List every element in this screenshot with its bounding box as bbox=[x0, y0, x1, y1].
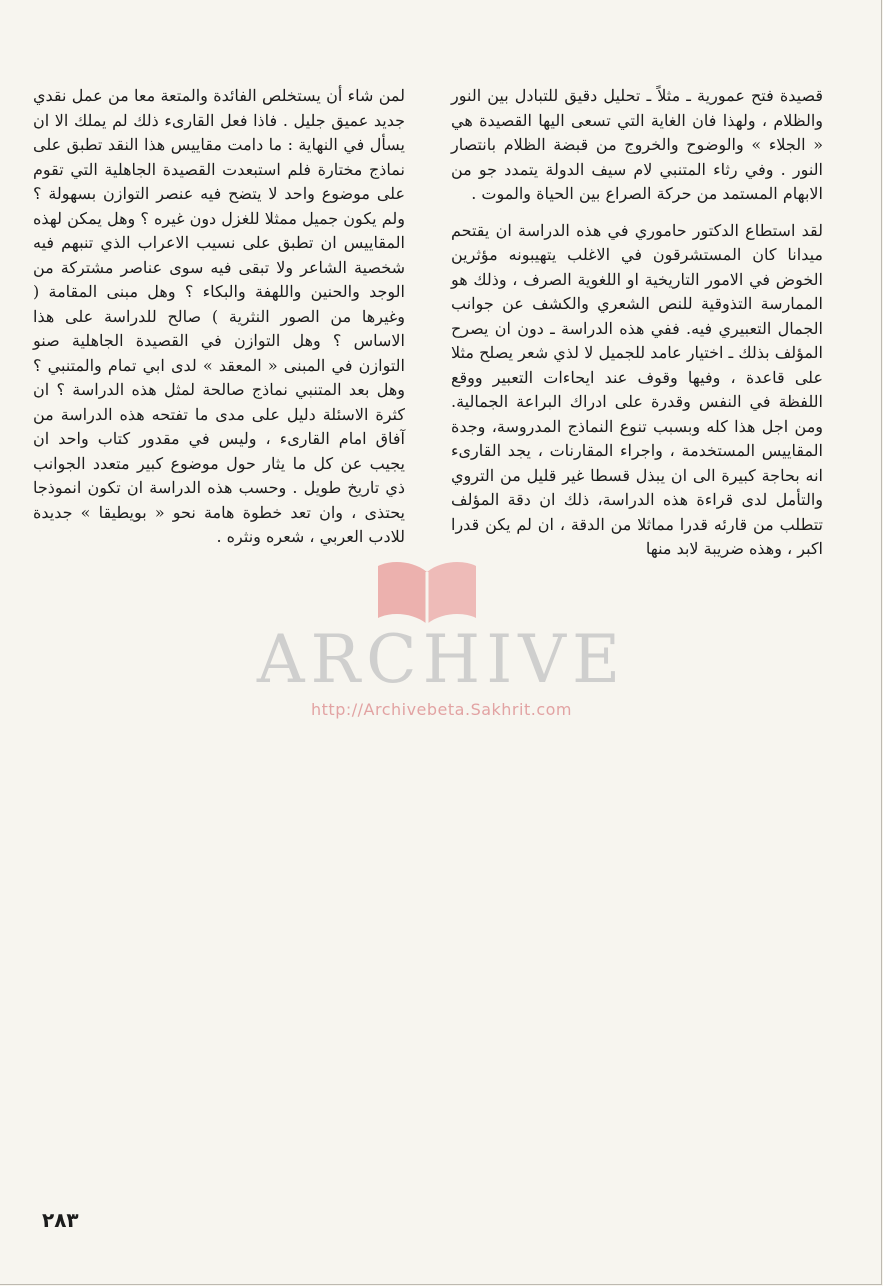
text-column-left bbox=[33, 84, 405, 550]
open-book-logo-icon bbox=[372, 552, 482, 630]
text-column-right bbox=[451, 84, 823, 562]
paragraph: لقد استطاع الدكتور حاموري في هذه الدراسة ان يقتحم ميدانا كان المستشرقون في الاغلب يتهيبونه مؤثرين الخوض في الامور التاريخية او اللغوية الصرف ، وذلك هو الممارسة التذوقية للنص الشعري والكشف عن جوانب الجمال التعبيري فيه. ففي هذه الدراسة ـ دون ان يصرح المؤلف بذلك ـ اختيار عامد للجميل لا لذي شعر يصلح مثلا على قاعدة ، وفيها وقوف عند ايحاءات التعبير ووقع اللفظة في النفس وقدرة على ادراك البراعة الجمالية. ومن اجل هذا كله وبسبب تنوع النماذج المدروسة، وجدة المقاييس المستخدمة ، واجراء المقارنات ، يجد القارىء انه بحاجة كبيرة الى ان يبذل قسطا غير قليل من التروي والتأمل لدى قراءة هذه الدراسة، ذلك ان دقة المؤلف تتطلب من قارئه قدرا مماثلا من الدقة ، ان لم يكن قدرا اكبر ، وهذه ضريبة لابد منها bbox=[451, 220, 823, 558]
watermark-url: http://Archivebeta.Sakhrit.com bbox=[311, 700, 572, 719]
paragraph: قصيدة فتح عمورية ـ مثلاً ـ تحليل دقيق للتبادل بين النور والظلام ، ولهذا فان الغاية التي تسعى اليها القصيدة هي « الجلاء » والوضوح والخروج من قبضة الظلام بانتصار النور . وفي رثاء المتنبي لام سيف الدولة يتمدد جو من الابهام المستمد من حركة الصراع بين الحياة والموت . bbox=[451, 86, 823, 203]
page-number: ٢٨٣ bbox=[42, 1208, 79, 1232]
paragraph: لمن شاء أن يستخلص الفائدة والمتعة معا من عمل نقدي جديد عميق جليل . فاذا فعل القارىء ذلك لم يملك الا ان يسأل في النهاية : ما دامت مقاييس هذا النقد تطبق على نماذج مختارة فلم استبعدت القصيدة الجاهلية التي تقوم على موضوع واحد لا يتضح فيه عنصر التوازن بسهولة ؟ ولم يكون جميل ممثلا للغزل دون غيره ؟ وهل يمكن لهذه المقاييس ان تطبق على نسيب الاعراب الذي تنبهم فيه شخصية الشاعر ولا تبقى فيه سوى عناصر مشتركة من الوجد والحنين واللهفة والبكاء ؟ وهل مبنى المقامة ( وغيرها من الصور النثرية ) صالح للدراسة على هذا الاساس ؟ وهل التوازن في القصيدة الجاهلية صنو التوازن في المبنى « المعقد » لدى ابي تمام والمتنبي ؟ وهل بعد المتنبي نماذج صالحة لمثل هذه الدراسة ؟ ان كثرة الاسئلة دليل على مدى ما تفتحه هذه الدراسة من آفاق امام القارىء ، وليس في مقدور كتاب واحد ان يجيب عن كل ما يثار حول موضوع كبير متعدد الجوانب ذي تاريخ طويل . وحسب هذه الدراسة ان تكون انموذجا يحتذى ، وان تعد خطوة هامة نحو « بويطيقا » جديدة للادب العربي ، شعره ونثره . bbox=[33, 86, 405, 546]
watermark-title: ARCHIVE bbox=[256, 621, 627, 698]
